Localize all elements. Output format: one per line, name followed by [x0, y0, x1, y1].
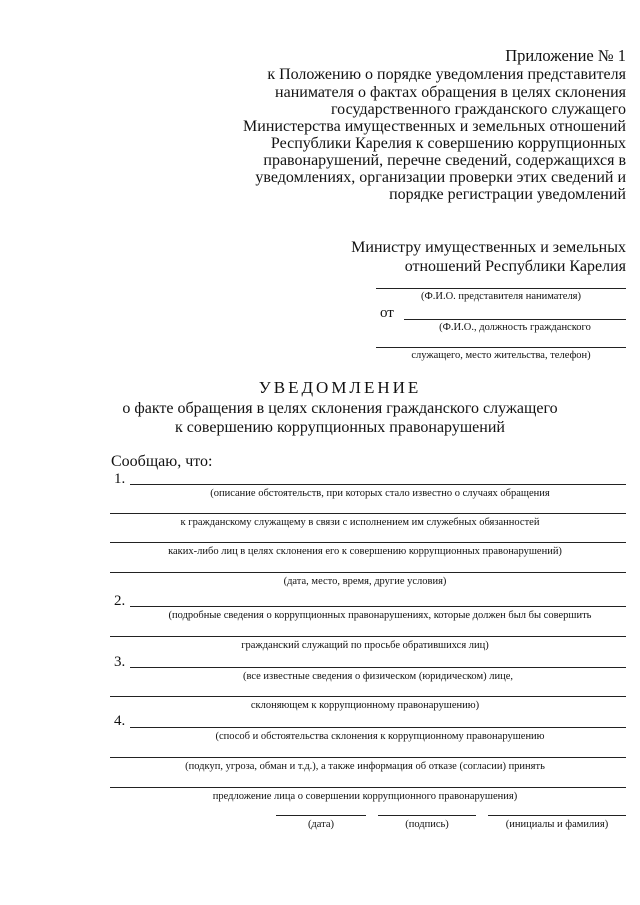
item-1-caption-4: (дата, место, время, другие условия) [283, 576, 447, 587]
item-2-caption-2: гражданский служащий по просьбе обратившихся лиц) [241, 640, 489, 651]
item-4-number: 4. [114, 713, 126, 729]
item-4-line-3 [110, 787, 626, 788]
appendix-title: Приложение № 1 [505, 46, 626, 65]
appendix-line-2: нанимателя о фактах обращения в целях склонения [275, 84, 626, 101]
name-line [488, 815, 626, 816]
appendix-line-3: государственного гражданского служащего [331, 101, 626, 118]
signature-line [378, 815, 476, 816]
intro-text: Сообщаю, что: [111, 453, 213, 470]
item-1-caption-2: к гражданскому служащему в связи с исполнением им служебных обязанностей [180, 517, 540, 528]
item-1-line-2 [110, 513, 626, 514]
item-1-number: 1. [114, 471, 126, 487]
item-4-caption-3: предложение лица о совершении коррупционного правонарушения) [212, 791, 518, 802]
item-4-caption-1: (способ и обстоятельства склонения к коррупционному правонарушению [215, 731, 545, 742]
appendix-line-5: Республики Карелия к совершению коррупционных [270, 135, 626, 152]
item-2-line-2 [110, 636, 626, 637]
appendix-line-6: правонарушений, перечне сведений, содержащихся в [263, 152, 626, 169]
item-4-line-2 [110, 757, 626, 758]
item-3-line-1 [130, 667, 626, 668]
sender-caption-2: служащего, место жительства, телефон) [411, 350, 591, 361]
item-1-line-1 [130, 484, 626, 485]
from-label: от [380, 305, 394, 321]
item-3-number: 3. [114, 654, 126, 670]
date-line [276, 815, 366, 816]
addressee-line-2: отношений Республики Карелия [404, 258, 626, 275]
item-4-caption-2: (подкуп, угроза, обман и т.д.), а также информация об отказе (согласии) принять [185, 761, 545, 772]
appendix-line-4: Министерства имущественных и земельных отношений [243, 118, 626, 135]
document-title: УВЕДОМЛЕНИЕ [258, 378, 422, 397]
addressee-line-1: Министру имущественных и земельных [351, 239, 626, 256]
item-2-number: 2. [114, 593, 126, 609]
appendix-line-8: порядке регистрации уведомлений [389, 186, 626, 203]
sender-line-2 [376, 347, 626, 348]
date-caption: (дата) [307, 819, 335, 830]
document-subtitle-2: к совершению коррупционных правонарушений [175, 419, 505, 436]
item-4-line-1 [130, 727, 626, 728]
sender-line-1 [404, 319, 626, 320]
item-1-line-4 [110, 572, 626, 573]
item-3-caption-2: склоняющем к коррупционному правонарушению) [250, 700, 480, 711]
item-3-line-2 [110, 696, 626, 697]
sender-caption-1: (Ф.И.О., должность гражданского [439, 322, 591, 333]
item-1-caption-3: каких-либо лиц в целях склонения его к совершению коррупционных правонарушений) [168, 546, 562, 557]
item-3-caption-1: (все известные сведения о физическом (юридическом) лице, [242, 671, 514, 682]
item-2-line-1 [130, 606, 626, 607]
item-1-line-3 [110, 542, 626, 543]
employer-caption: (Ф.И.О. представителя нанимателя) [420, 291, 582, 302]
signature-caption: (подпись) [405, 819, 449, 830]
employer-name-line [376, 288, 626, 289]
item-2-caption-1: (подробные сведения о коррупционных правонарушениях, которые должен был бы совершить [168, 610, 592, 621]
document-subtitle-1: о факте обращения в целях склонения гражданского служащего [122, 400, 558, 417]
appendix-line-7: уведомлениях, организации проверки этих сведений и [255, 169, 626, 186]
name-caption: (инициалы и фамилия) [505, 819, 609, 830]
item-1-caption-1: (описание обстоятельств, при которых стало известно о случаях обращения [210, 488, 550, 499]
appendix-line-1: к Положению о порядке уведомления представителя [267, 66, 626, 83]
